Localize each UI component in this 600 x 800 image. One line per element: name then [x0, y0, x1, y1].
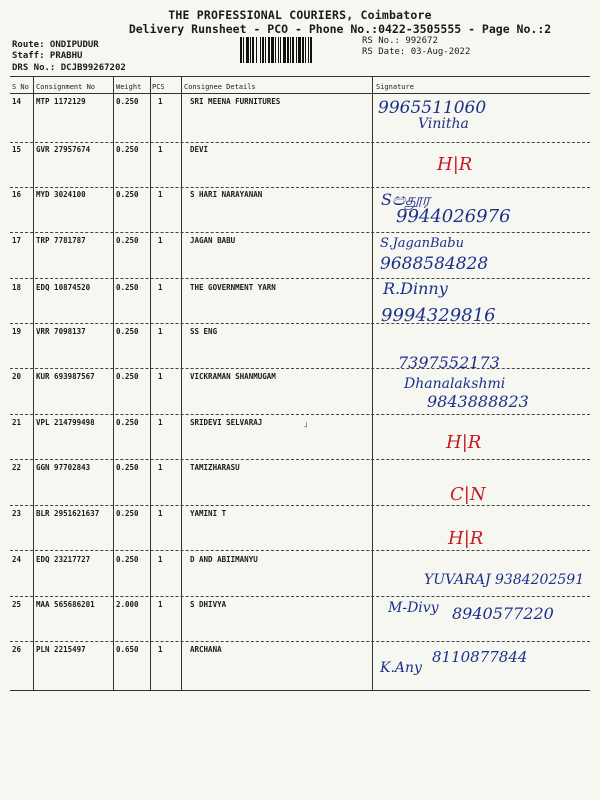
row-sno: 23: [12, 509, 22, 518]
row-weight: 0.250: [116, 463, 139, 472]
row-divider: [10, 368, 590, 369]
row-weight: 0.250: [116, 327, 139, 336]
row-consignment-no: EDQ 10874520: [36, 283, 91, 292]
row-divider: [10, 187, 590, 188]
row-sno: 22: [12, 463, 22, 472]
col-divider: [150, 76, 151, 690]
col-divider: [181, 76, 182, 690]
row-consignment-no: EDQ 23217727: [36, 555, 91, 564]
route-label: Route: ONDIPUDUR: [12, 40, 99, 50]
col-header-sno: S No: [12, 83, 29, 91]
col-header-weight: Weight: [116, 83, 142, 91]
row-weight: 0.250: [116, 236, 139, 245]
row-signature: Sඏதூர: [381, 190, 431, 209]
row-pcs: 1: [158, 555, 163, 564]
row-signature: Dhanalakshmi: [404, 376, 506, 392]
row-sno: 17: [12, 236, 22, 245]
row-pcs: 1: [158, 418, 163, 427]
row-consignee: VICKRAMAN SHANMUGAM: [190, 372, 276, 381]
row-consignment-no: VPL 214799498: [36, 418, 95, 427]
row-divider: [10, 414, 590, 415]
row-weight: 0.250: [116, 372, 139, 381]
row-signature: H|R: [448, 528, 484, 549]
row-pcs: 1: [158, 190, 163, 199]
col-divider: [33, 76, 34, 690]
row-weight: 0.250: [116, 418, 139, 427]
row-consignee: S DHIVYA: [190, 600, 227, 609]
row-divider: [10, 459, 590, 460]
row-signature-phone: 8110877844: [432, 648, 528, 666]
rs-date: RS Date: 03-Aug-2022: [362, 47, 471, 57]
row-weight: 0.250: [116, 97, 139, 106]
row-divider: [10, 505, 590, 506]
row-divider: [10, 142, 590, 143]
row-weight: 2.000: [116, 600, 139, 609]
rs-number: RS No.: 992672: [362, 36, 438, 46]
row-divider: [10, 596, 590, 597]
company-title: THE PROFESSIONAL COURIERS, Coimbatore: [168, 8, 432, 22]
row-divider: [10, 323, 590, 324]
drs-number: DRS No.: DCJB99267202: [12, 63, 126, 73]
row-weight: 0.250: [116, 283, 139, 292]
row-pcs: 1: [158, 283, 163, 292]
row-pcs: 1: [158, 327, 163, 336]
row-consignee: JAGAN BABU: [190, 236, 236, 245]
row-signature: 9965511060: [378, 98, 487, 118]
row-sno: 15: [12, 145, 22, 154]
row-pcs: 1: [158, 509, 163, 518]
row-divider: [10, 232, 590, 233]
row-signature: K.Any: [380, 660, 422, 676]
row-consignment-no: PLN 2215497: [36, 645, 86, 654]
row-signature: 7397552173: [398, 353, 500, 372]
col-divider: [372, 76, 373, 690]
runsheet-title: Delivery Runsheet - PCO - Phone No.:0422-3505555 - Page No.:2: [128, 22, 552, 36]
col-header-signature: Signature: [376, 83, 414, 91]
row-consignee: SRI MEENA FURNITURES: [190, 97, 281, 106]
row-sno: 18: [12, 283, 22, 292]
col-divider: [113, 76, 114, 690]
row-consignment-no: BLR 2951621637: [36, 509, 100, 518]
row-consignment-no: MAA 565686201: [36, 600, 95, 609]
row-sno: 24: [12, 555, 22, 564]
row-signature: R.Dinny: [383, 279, 448, 298]
barcode-icon: [240, 37, 352, 63]
row-signature: YUVARAJ 9384202591: [424, 572, 585, 588]
row-sno: 14: [12, 97, 22, 106]
row-consignment-no: MTP 1172129: [36, 97, 86, 106]
row-signature-phone: 9944026976: [396, 206, 511, 227]
row-sno: 20: [12, 372, 22, 381]
row-weight: 0.650: [116, 645, 139, 654]
row-signature-phone: 9843888823: [427, 392, 529, 411]
row-signature-phone: 9688584828: [380, 254, 489, 274]
row-weight: 0.250: [116, 509, 139, 518]
row-consignee: D AND ABIIMANYU: [190, 555, 258, 564]
row-signature-phone: Vinitha: [418, 116, 469, 132]
row-consignee: YAMINI T: [190, 509, 227, 518]
row-divider: [10, 641, 590, 642]
row-pcs: 1: [158, 145, 163, 154]
row-weight: 0.250: [116, 145, 139, 154]
row-sno: 16: [12, 190, 22, 199]
row-consignee: DEVI: [190, 145, 209, 154]
row-signature-phone: 8940577220: [452, 604, 554, 623]
col-header-pcs: PCS: [152, 83, 165, 91]
row-consignment-no: GVR 27957674: [36, 145, 91, 154]
row-consignee: THE GOVERNMENT YARN: [190, 283, 276, 292]
row-signature: M-Divy: [388, 600, 439, 616]
col-header-consignment: Consignment No: [36, 83, 96, 91]
row-weight: 0.250: [116, 190, 139, 199]
row-sno: 19: [12, 327, 22, 336]
row-signature: H|R: [437, 154, 473, 175]
row-sno: 26: [12, 645, 22, 654]
row-consignment-no: MYD 3024100: [36, 190, 86, 199]
header-bottom-rule: [10, 93, 590, 94]
pen-mark: ˩: [303, 420, 308, 429]
row-divider: [10, 690, 590, 691]
row-pcs: 1: [158, 236, 163, 245]
row-signature: C|N: [450, 484, 486, 505]
row-weight: 0.250: [116, 555, 139, 564]
row-signature-phone: 9994329816: [381, 305, 496, 326]
row-pcs: 1: [158, 463, 163, 472]
row-pcs: 1: [158, 97, 163, 106]
row-consignee: ARCHANA: [190, 645, 222, 654]
row-signature: H|R: [446, 432, 482, 453]
row-consignee: SS ENG: [190, 327, 218, 336]
row-divider: [10, 550, 590, 551]
staff-label: Staff: PRABHU: [12, 51, 83, 61]
row-signature: S.JaganBabu: [380, 236, 464, 251]
row-pcs: 1: [158, 645, 163, 654]
row-pcs: 1: [158, 600, 163, 609]
row-consignee: TAMIZHARASU: [190, 463, 240, 472]
row-sno: 25: [12, 600, 22, 609]
row-consignee: S HARI NARAYANAN: [190, 190, 263, 199]
row-divider: [10, 278, 590, 279]
row-consignment-no: KUR 693987567: [36, 372, 95, 381]
col-header-consignee: Consignee Details: [184, 83, 256, 91]
row-consignment-no: GGN 97702843: [36, 463, 91, 472]
row-consignment-no: VRR 7098137: [36, 327, 86, 336]
row-consignment-no: TRP 7781787: [36, 236, 86, 245]
row-sno: 21: [12, 418, 22, 427]
row-consignee: SRIDEVI SELVARAJ: [190, 418, 263, 427]
row-pcs: 1: [158, 372, 163, 381]
table-top-rule: [10, 76, 590, 77]
